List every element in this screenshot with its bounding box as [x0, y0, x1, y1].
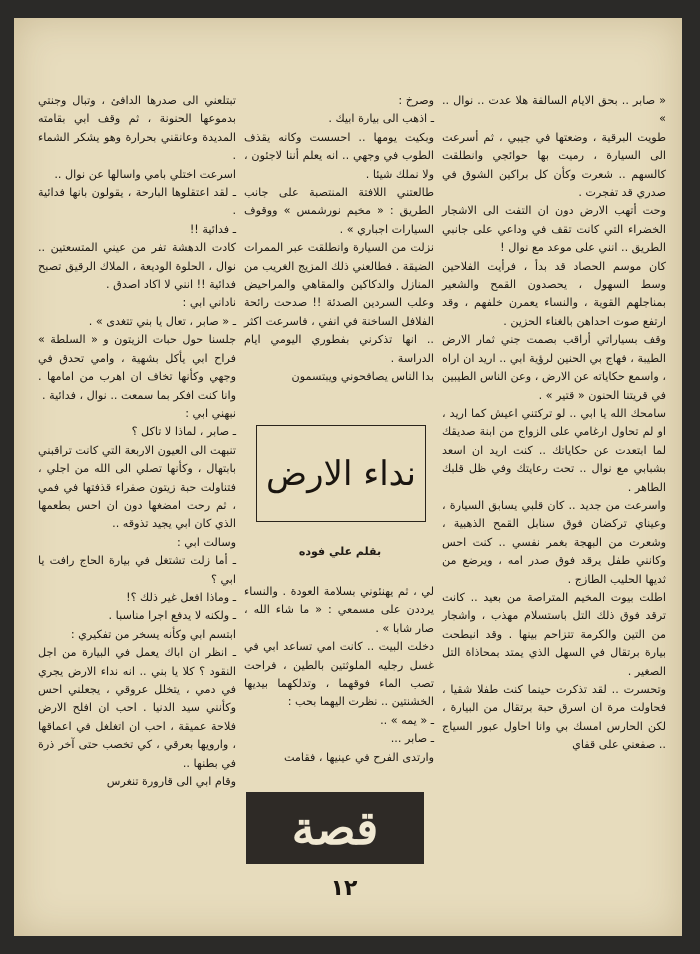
paragraph: ابتسم ابي وكأنه يسخر من تفكيري :	[70, 627, 236, 641]
paragraph: وسالت ابي :	[176, 535, 236, 549]
title-box	[256, 425, 426, 522]
paragraph: وصرخ :	[398, 94, 434, 107]
paragraph: دخلت البيت .. كانت امي تساعد ابي في غسل رجليه الملوثتين بالطين ، فراحت تصب الماء فوقهما ، وتدلكهما بيديها الخشنتين .. نظرت اليهما بحب :	[244, 640, 434, 709]
paragraph: سامحك الله يا ابي .. لو تركتني اعيش كما اريد ، او لم تحاول ارغامي على الزواج من ابنة صديقك لما ابتعدت عن حكاياتك .. كنت اريد ان اسعد بشبابي مع نوال .. تحت رعايتك وفي ظل قلبك الطاهر .	[442, 406, 666, 494]
paragraph: نزلت من السيارة وانطلقت عبر الممرات الضيقة . فطالعني ذلك المزيج الغريب من المنازل والدكاكين والمقاهي والمراحيض وعلب السردين الصدئة !! صدحت رائحة الفلافل الساخنة في انفي ، فاسرعت اكثر .. انها تذكرني بفطوري اليومي ايام الدراسة .	[244, 241, 434, 365]
paragraph: كادت الدهشة تفر من عيني المتسعتين .. نوال ، الحلوة الوديعة ، الملاك الرقيق تصبح فدائية !! انني لا اكاد اصدق .	[38, 241, 236, 292]
paragraph: « صابر .. بحق الايام السالفة هلا عدت .. نوال .. »	[442, 94, 666, 126]
paragraph: وقام ابي الى قارورة تنغرس	[106, 775, 236, 789]
paragraph: طويت البرقية ، وضعتها في جيبي ، ثم أسرعت الى السيارة ، رميت بها حوائجي وانطلقت كالسهم .. شعرت وكأن كل براكين الشوق في صدري قد تفجرت .	[442, 130, 666, 200]
paragraph: وارتدى الفرح في عينيها ، فقامت	[283, 750, 434, 764]
paragraph: وقف بسياراتي أراقب بصمت جني ثمار الارض الطيبة ، فهاج بي الحنين لرؤية ابي .. اريد ان اراه ، واسمع حكاياته عن الارض ، وعن الناس الطيبين في قريتنا الحنون « قتير » .	[442, 333, 666, 402]
paragraph: نبهني ابي :	[185, 406, 236, 420]
paragraph: اطلت بيوت المخيم المتراصة من بعيد .. كانت ترقد فوق ذلك التل باستسلام مهذب ، واشجار من التين والكرمة تتزاحم بينها . وقد انبطحت بيارة برتقال في السهل الذي يمتد بمحاذاة التل الصغير .	[442, 590, 666, 678]
paragraph: ـ اذهب الى بيارة ابيك .	[328, 112, 434, 126]
paragraph: ـ ولكنه لا يدفع اجرا مناسبا .	[108, 609, 236, 623]
paragraph: وتحسرت .. لقد تذكرت حينما كنت طفلا شقيا ، فحاولت مرة ان اسرق حبة برتقال من البيارة ، لكن الحارس امسك بي وانا احاول عبور السياج .. صفعني على قفاي	[442, 683, 666, 752]
magazine-page	[14, 18, 682, 936]
paragraph: وبكيت يومها .. احسست وكانه يقذف الطوب في وجهي .. انه يعلم أننا لاجئون ، ولا نملك شيئا .	[244, 130, 434, 181]
paragraph: واسرعت من جديد .. كان قلبي يسابق السيارة ، وعيناي تركضان فوق سنابل القمح الذهبية ، وشعرت من البهجة بغمر نفسي .. كنت احس وكانني طفل يرقد فوق صدر امه ، ويرضع من ثديها الحليب الطازج .	[442, 498, 666, 586]
paragraph: تبتلعني الى صدرها الدافئ ، وتبال وجنتي بدموعها الحنونة ، ثم وقف ابي بقامته المديدة وعانقني بحرارة وهو يشكر الشماء .	[38, 94, 236, 163]
paragraph: ـ أما زلت تشتغل في بيارة الحاج رافت يا ابي ؟	[38, 554, 236, 586]
paragraph: ـ انظر ان اباك يعمل في البيارة من اجل النقود ؟ كلا يا بني .. انه نداء الارض يجري في دمي ، يتخلل عروقي ، يجعلني احس وكأنني سيد الدنيا . احب ان افلح الارض فلاحة عميقة ، احب ان اتغلغل في اعماقها ، وارويها بعرقي ، كي تخصب حتى آخر ذرة في بطنها ..	[38, 646, 236, 770]
story-label-banner	[246, 792, 424, 864]
paragraph: ـ صابر ...	[390, 732, 434, 746]
paragraph: جلسنا حول حبات الزيتون و « السلطة » فراح ابي يأكل بشهية ، وامي تحدق في وجهي وكأنها تخاف ان اهرب من امامها . وانا كنت افكر بما سمعت .. نوال ، فدائية .	[38, 333, 236, 402]
paragraph: اسرعت اختلي بامي واسالها عن نوال ..	[54, 167, 236, 181]
story-label: قصة	[291, 801, 379, 855]
paragraph: وحت أتهب الارض دون ان التفت الى الاشجار الخضراء التي كانت تقف في وداعي على جانبي الطريق .. انني على موعد مع نوال !	[442, 204, 666, 255]
column-middle-bottom	[244, 583, 434, 767]
paragraph: طالعتني اللافتة المنتصبة على جانب الطريق : « مخيم نورشمس » ووقوف السيارات اجباري » .	[244, 186, 434, 236]
paragraph: ـ « يمه » ..	[380, 713, 434, 727]
paragraph: كان موسم الحصاد قد بدأ ، فرأيت الفلاحين وسط السهول ، يحصدون القمح والشعير بمناجلهم القوية ، والنساء يعمرن خلفهم ، وقد ارتفع صوت احداهن بالغناء الحزين .	[442, 259, 666, 328]
column-left	[38, 92, 236, 791]
article-title: نداء الارض	[266, 453, 416, 494]
paragraph: ناداني ابي :	[182, 296, 236, 310]
author-byline: بقلم علي فوده	[298, 545, 382, 558]
paragraph: ـ وماذا افعل غير ذلك ؟!	[126, 590, 236, 604]
paragraph: ـ لقد اعتقلوها البارحة ، يقولون بانها فدائية .	[38, 186, 236, 218]
paragraph: ـ صابر ، لماذا لا تاكل ؟	[131, 425, 236, 439]
column-right	[442, 92, 666, 755]
column-middle-top	[244, 92, 434, 387]
paragraph: لي ، ثم يهنئوني بسلامة العودة . والنساء يرددن على مسمعي : « ما شاء الله ، صار شابا » .	[244, 585, 434, 635]
paragraph: بدا الناس يصافحوني ويبتسمون	[291, 370, 434, 384]
paragraph: ـ فدائية !!	[189, 222, 236, 236]
page-number: ١٢	[330, 876, 358, 901]
paragraph: تنبهت الى العيون الاربعة التي كانت تراقبني بابتهال ، وكأنها تصلي الى الله من اجلي ، فتناولت حبة زيتون صفراء قذفتها في فمي ، ثم رحت امضغها دون ان احس بطعمها الذي كان ابي يجيد تذوقه ..	[38, 443, 236, 531]
paragraph: ـ « صابر ، تعال يا بني تتغدى » .	[88, 314, 236, 328]
